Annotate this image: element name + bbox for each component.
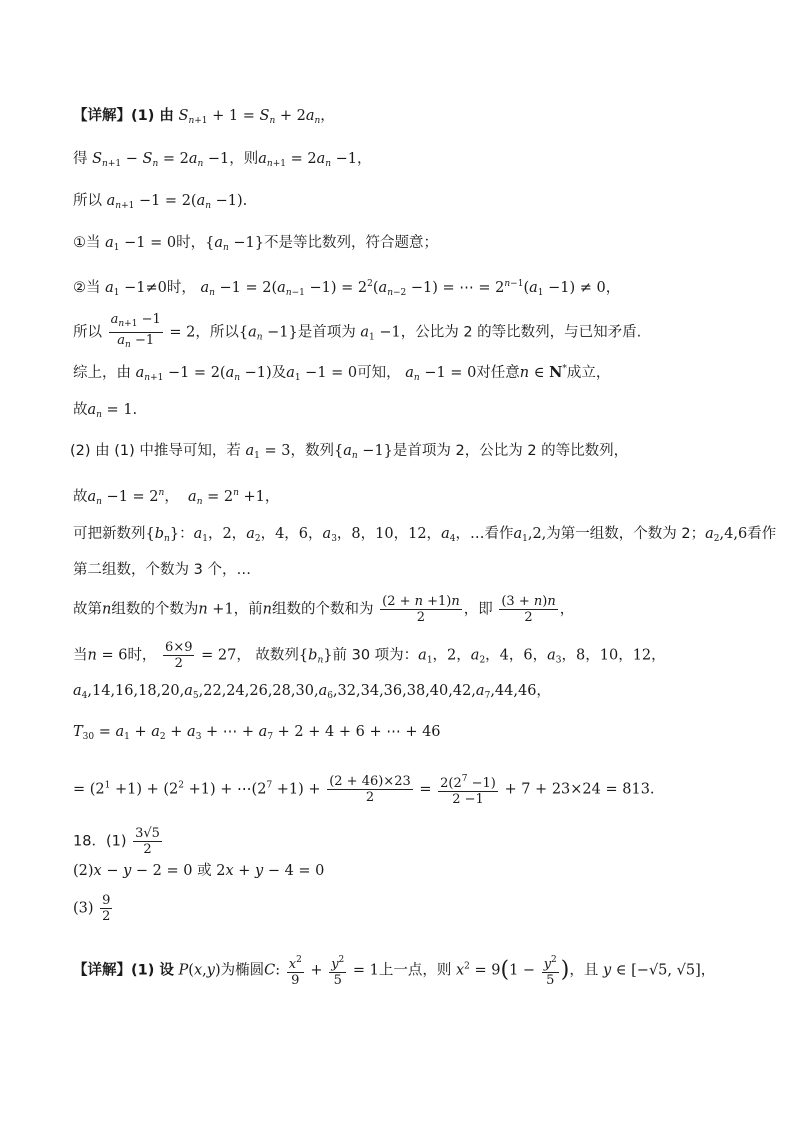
- text: (2) 由 (1) 中推导可知，若: [70, 443, 241, 459]
- text: 时，: [176, 235, 206, 251]
- text: 组数的个数为: [111, 601, 199, 618]
- fraction: $\frac{9}{2}$: [102, 893, 111, 924]
- solution-line-7: 综上，由 $a_{n+1} -1 = 2(a_n -1)$及$a_1 -1 = 0$可知， $a_n -1 = 0$对任意n ∈ N*成立，: [73, 364, 611, 383]
- text: ， 故数列: [236, 647, 299, 664]
- solution-18-line-1: 【详解】(1) 设 P(x,y)为椭圆C: $\frac{x^2}{9}$ + $\frac{y^2}{5}$ = 1上一点，则 $x^2 = 9(1$ − $\frac{y^2}{5}$ )，且 y ∈ [−√5, √5]，: [73, 955, 716, 988]
- text: 上一点，则: [378, 962, 452, 979]
- text: 故: [73, 402, 88, 418]
- text: ，前: [233, 601, 263, 618]
- text: 为第一组数，个数为 2；: [546, 526, 706, 542]
- solution-line-10: 故$a_n -1 = 2^n$， $a_n = 2^n +1$，: [73, 488, 280, 507]
- solution-line-13: 故第n组数的个数为n +1，前n组数的个数和为 $\frac{(2 + n +1)n}{2}$ ，即 $\frac{(3 + n)n}{2}$ ，: [73, 594, 575, 625]
- fraction: $\frac{(2 + n +1)n}{2}$: [382, 594, 460, 625]
- text: ②当: [73, 280, 101, 296]
- text: 对任意: [476, 365, 520, 381]
- text: 当: [73, 647, 88, 664]
- text: 可把新数列: [73, 526, 146, 542]
- fraction: $\frac{2(2^7 -1)}{2 -1}$: [440, 774, 496, 807]
- text: 故: [73, 489, 88, 505]
- text: 时，: [127, 647, 157, 664]
- text: 【详解】(1) 设: [73, 962, 174, 979]
- solution-line-12: [73, 560, 251, 580]
- fraction: $\frac{x^2}{9}$: [288, 955, 302, 988]
- fraction: $\frac{a_{n+1} -1}{a_n -1}$: [110, 312, 161, 350]
- fraction: $\frac{(2 + 46)\times 23}{2}$: [329, 774, 411, 805]
- solution-line-5: ②当 $a_1 -1\ne 0$时， $a_n -1 = 2(a_{n-1} -1) = 2^2(a_{n-2} -1)$ = ⋯ = $2^{n-1}(a_1 -1) \ne 0$，: [73, 279, 621, 298]
- answer-18-1: [73, 826, 164, 857]
- solution-line-9: (2) 由 (1) 中推导可知，若 $a_1 = 3$，数列$\{a_n -1\}$是首项为 2，公比为 2 的等比数列，: [70, 443, 629, 461]
- text: ：: [179, 526, 194, 542]
- text: 不是等比数列，符合题意；: [263, 235, 438, 251]
- text: 18．(1): [73, 833, 127, 850]
- fraction: $\frac{(3 + n)n}{2}$: [501, 594, 556, 625]
- solution-line-11: 可把新数列$\{b_n\}$：$a_1$，2，$a_2$，4，6，$a_3$，8，10，12，$a_4$，…看作$a_1,2$,为第一组数，个数为 2；$a_2,4,6$看作: [73, 526, 777, 544]
- text: 成立，: [566, 365, 611, 381]
- text: 为椭圆: [220, 962, 265, 979]
- text: ，且: [569, 962, 599, 979]
- text: ①当: [73, 235, 101, 251]
- text: 故第: [73, 601, 102, 618]
- text: 看作: [747, 526, 777, 542]
- text: 是首项为: [297, 324, 356, 341]
- answer-18-2: (2)x − y − 2 = 0 或 2x + y − 4 = 0: [73, 863, 325, 879]
- text: 所以: [73, 193, 102, 209]
- text: 得: [73, 151, 88, 167]
- text: (2): [73, 863, 94, 879]
- text: ，所以: [195, 324, 239, 341]
- text: ，即: [463, 601, 493, 618]
- solution-line-8: 故$a_n = 1$.: [73, 402, 138, 420]
- text: 前 30 项为：: [332, 647, 419, 664]
- text: 或: [197, 863, 212, 879]
- fraction: $\frac{3√5}{2}$: [135, 826, 160, 857]
- text: 是首项为 2，公比为 2 的等比数列，: [392, 443, 629, 459]
- text: 看作: [484, 526, 514, 542]
- text: 第二组数，个数为 3 个，…: [73, 562, 251, 578]
- text: 综上，由: [73, 365, 131, 381]
- solution-line-4: ①当 $a_1 -1 = 0$时，$\{a_n -1\}$不是等比数列，符合题意；: [73, 235, 438, 253]
- text: ，数列: [290, 443, 334, 459]
- text: ，则: [229, 151, 259, 167]
- solution-line-16: $T_{30} = a_1 + a_2 + a_3$ + ⋯ + $a_7 + 2 + 4 + 6$ + ⋯ + 46: [73, 724, 441, 742]
- solution-line-2: 得 $S_{n+1} - S_n = 2a_n -1$，则$a_{n+1} = 2a_n -1$，: [73, 151, 372, 169]
- solution-line-15: $a_4,14,16,18,20,a_5,22,24,26,28,30,a_6,32,34,36,38,40,42,a_7,44,46$，: [73, 683, 551, 701]
- solution-line-3: 所以 $a_{n+1} -1 = 2(a_n -1)$.: [73, 193, 248, 211]
- fraction: $\frac{y^2}{5}$: [543, 955, 557, 988]
- text: 【详解】(1) 由: [73, 108, 174, 124]
- text: 时，: [166, 280, 196, 296]
- text: ，公比为 2 的等比数列，与已知矛盾.: [400, 324, 642, 341]
- text: (3): [73, 900, 94, 917]
- text: 可知，: [357, 365, 401, 381]
- fraction: $\frac{6\times 9}{2}$: [165, 640, 193, 671]
- solution-line-6: 所以 $\frac{a_{n+1} -1}{a_n -1}$ = 2，所以$\{a_n -1\}$是首项为 $a_1 -1$，公比为 2 的等比数列，与已知矛盾.: [73, 312, 641, 353]
- text: 所以: [73, 324, 102, 341]
- answer-18-3: [73, 893, 114, 924]
- text: 组数的个数和为: [272, 601, 374, 618]
- text: 及: [271, 365, 287, 381]
- solution-line-14: 当n = 6时， $\frac{6\times 9}{2}$ = 27， 故数列$\{b_n\}$前 30 项为：$a_1$，2，$a_2$，4，6，$a_3$，8，10，12，: [73, 640, 666, 671]
- solution-line-1: 【详解】(1) 由 $S_{n+1} + 1 = S_n + 2a_n$，: [73, 108, 335, 126]
- solution-line-17: = $(2^1 +1) + (2^2 +1)$ + $\cdots(2^7 +1)$ + $\frac{(2 + 46)\times 23}{2}$ = $\frac{2(2^7 -1)}{2 -1}$ + 7 + 23×24 = 813.: [73, 774, 655, 807]
- fraction: $\frac{y^2}{5}$: [331, 955, 345, 988]
